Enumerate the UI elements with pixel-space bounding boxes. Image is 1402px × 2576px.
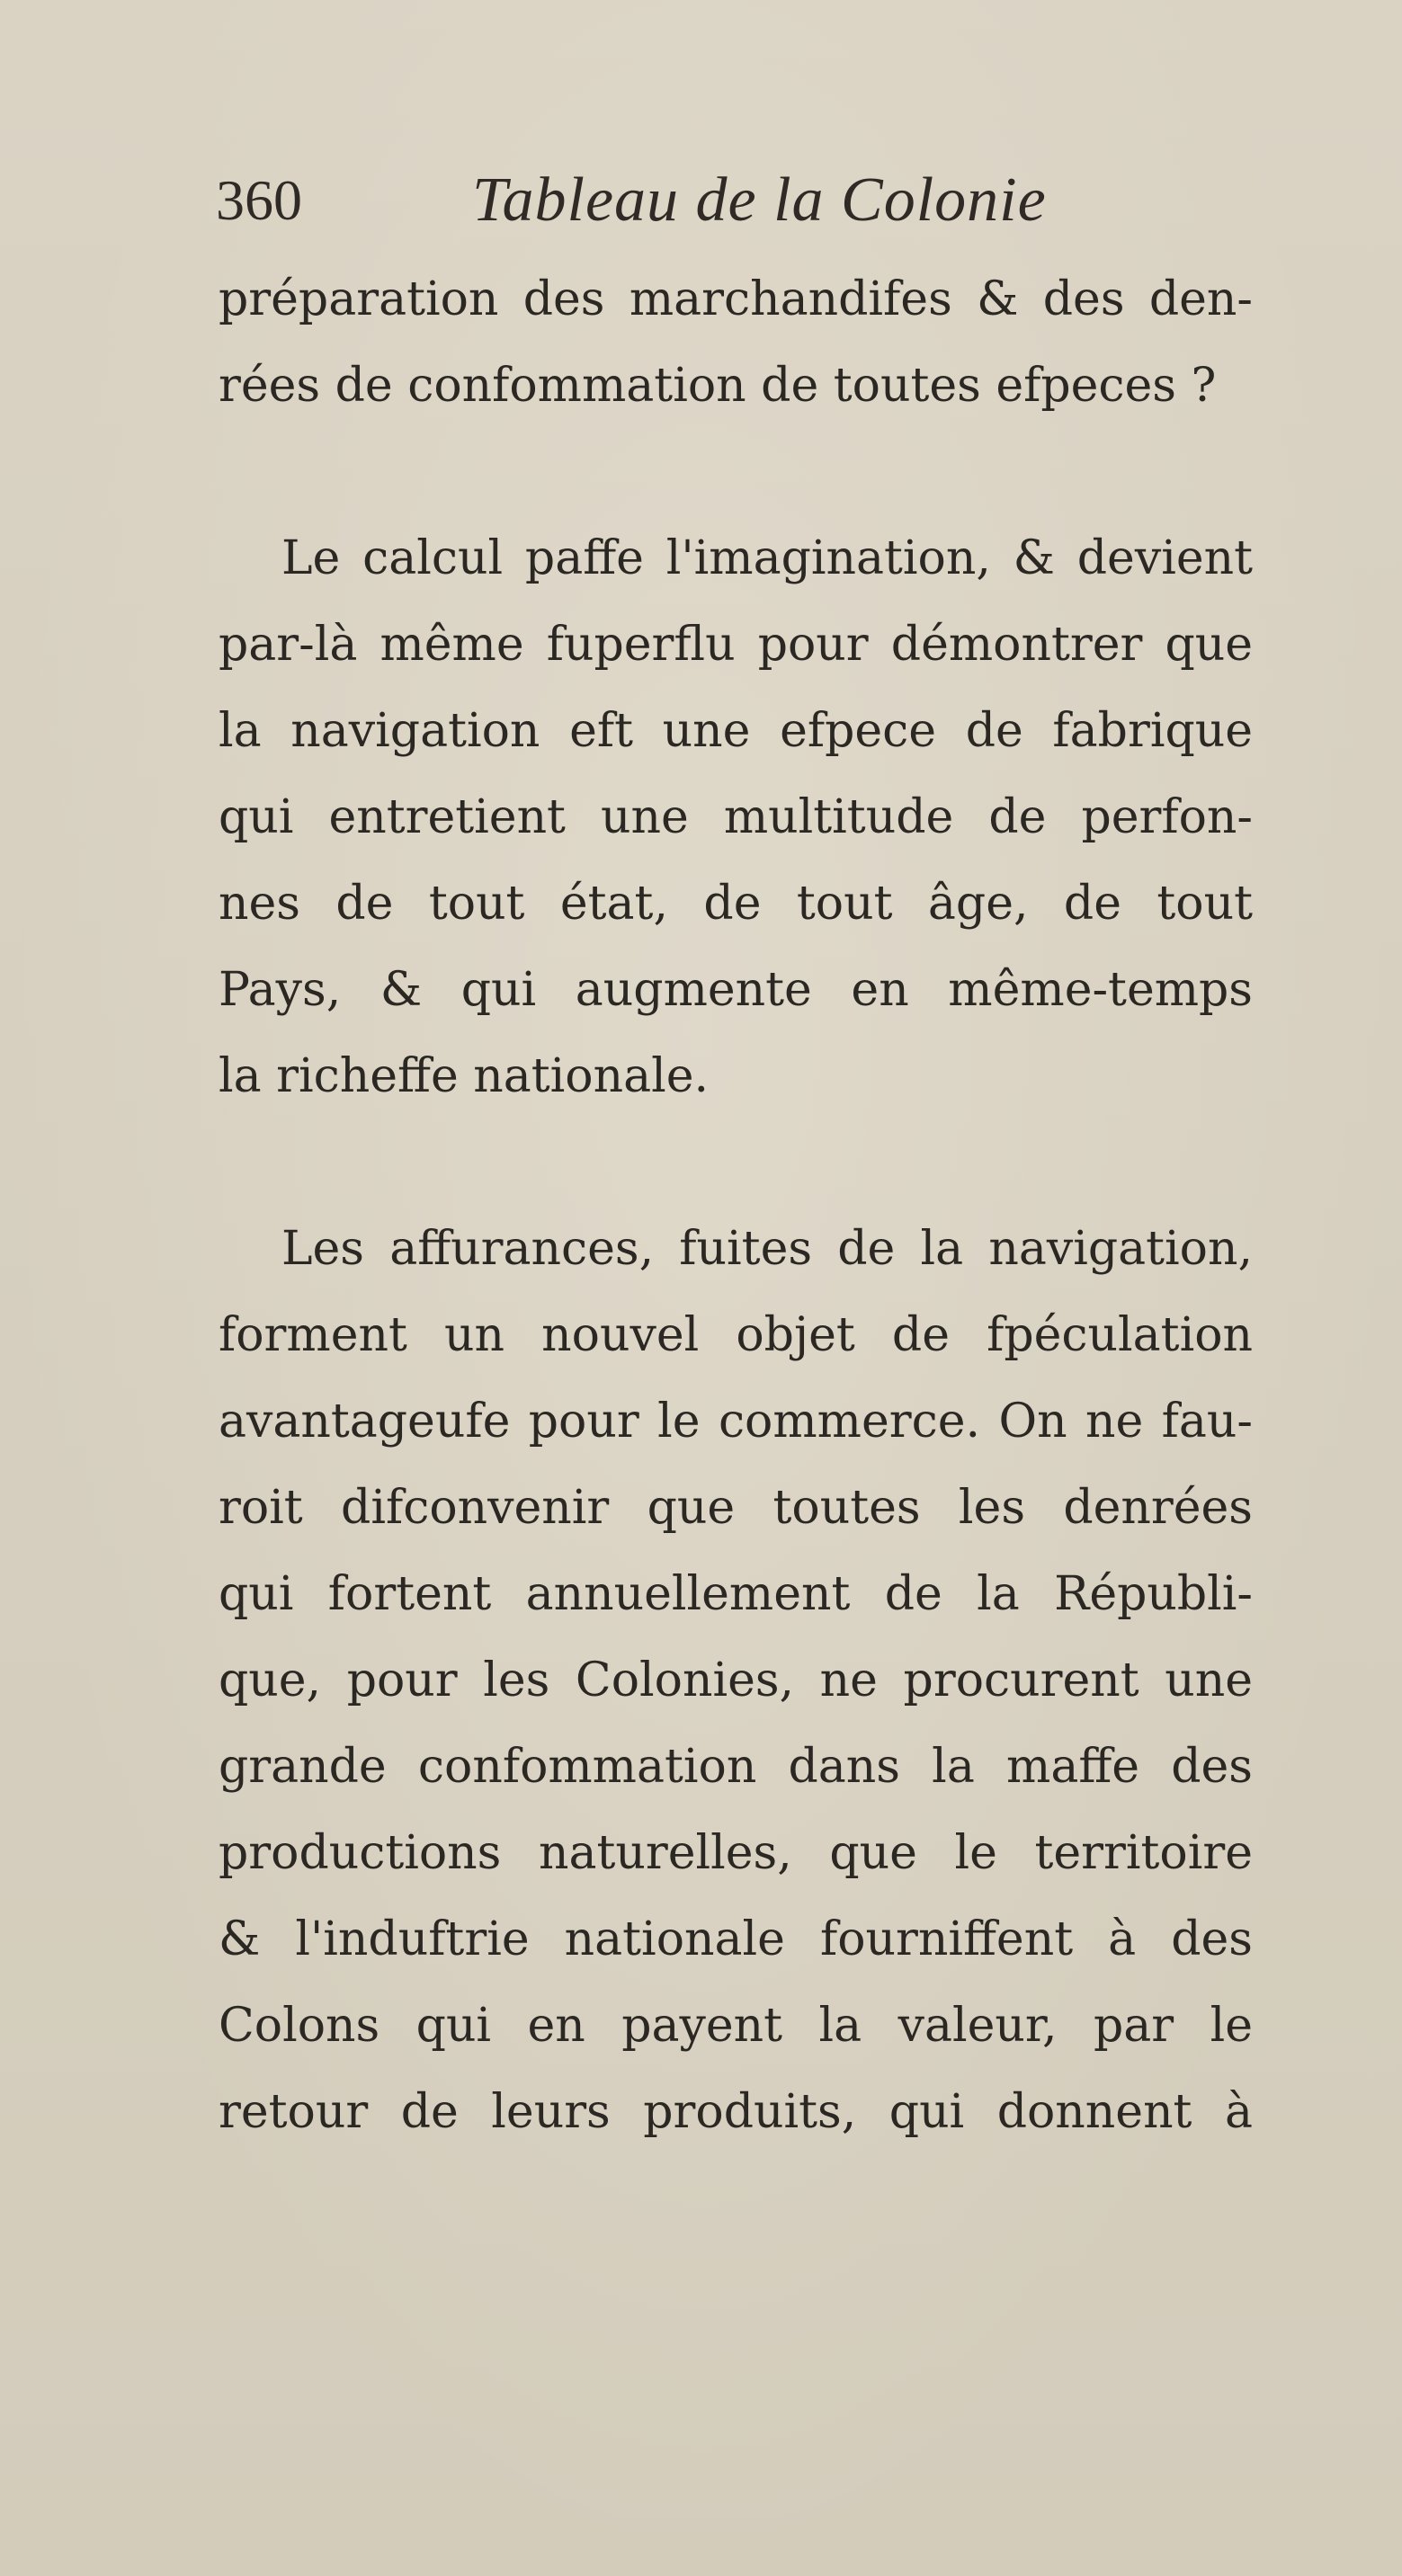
text-line: nes de tout état, de tout âge, de tout xyxy=(219,877,1253,931)
text-line: que, pour les Colonies, ne procurent une xyxy=(219,1653,1253,1707)
text-line: Les affurances, fuites de la navigation, xyxy=(281,1222,1253,1276)
paragraph xyxy=(219,1206,1253,2155)
text-line: Le calcul paffe l'imagination, & devient xyxy=(281,531,1253,585)
text-line: la navigation eft une efpece de fabrique xyxy=(219,704,1253,758)
paragraph-gap xyxy=(219,429,1253,515)
body-text xyxy=(219,256,1253,2155)
text-line: rées de confommation de toutes efpeces ? xyxy=(219,359,1217,413)
text-line: avantageufe pour le commerce. On ne fau- xyxy=(219,1395,1253,1448)
running-title: Tableau de la Colonie xyxy=(472,165,1047,235)
text-line: qui entretient une multitude de perfon- xyxy=(219,790,1253,844)
text-line: & l'induftrie nationale fourniffent à des xyxy=(219,1912,1253,1966)
text-line: forment un nouvel objet de fpéculation xyxy=(219,1308,1253,1362)
text-line: Pays, & qui augmente en même-temps xyxy=(219,963,1253,1017)
text-line: roit difconvenir que toutes les denrées xyxy=(219,1481,1253,1535)
page-header xyxy=(216,160,1259,241)
text-line: grande confommation dans la maffe des xyxy=(219,1740,1253,1794)
paragraph xyxy=(219,256,1253,429)
text-line: la richeffe nationale. xyxy=(219,1049,710,1103)
text-line: productions naturelles, que le territoire xyxy=(219,1826,1253,1880)
paragraph-gap xyxy=(219,1119,1253,1206)
text-line: retour de leurs produits, qui donnent à xyxy=(219,2085,1253,2139)
text-line: qui fortent annuellement de la Républi- xyxy=(219,1567,1253,1621)
page-number: 360 xyxy=(216,168,302,232)
paragraph xyxy=(219,515,1253,1119)
text-line: par-là même fuperflu pour démontrer que xyxy=(219,618,1253,672)
text-line: préparation des marchandifes & des den- xyxy=(219,272,1253,326)
text-line: Colons qui en payent la valeur, par le xyxy=(219,1999,1253,2053)
